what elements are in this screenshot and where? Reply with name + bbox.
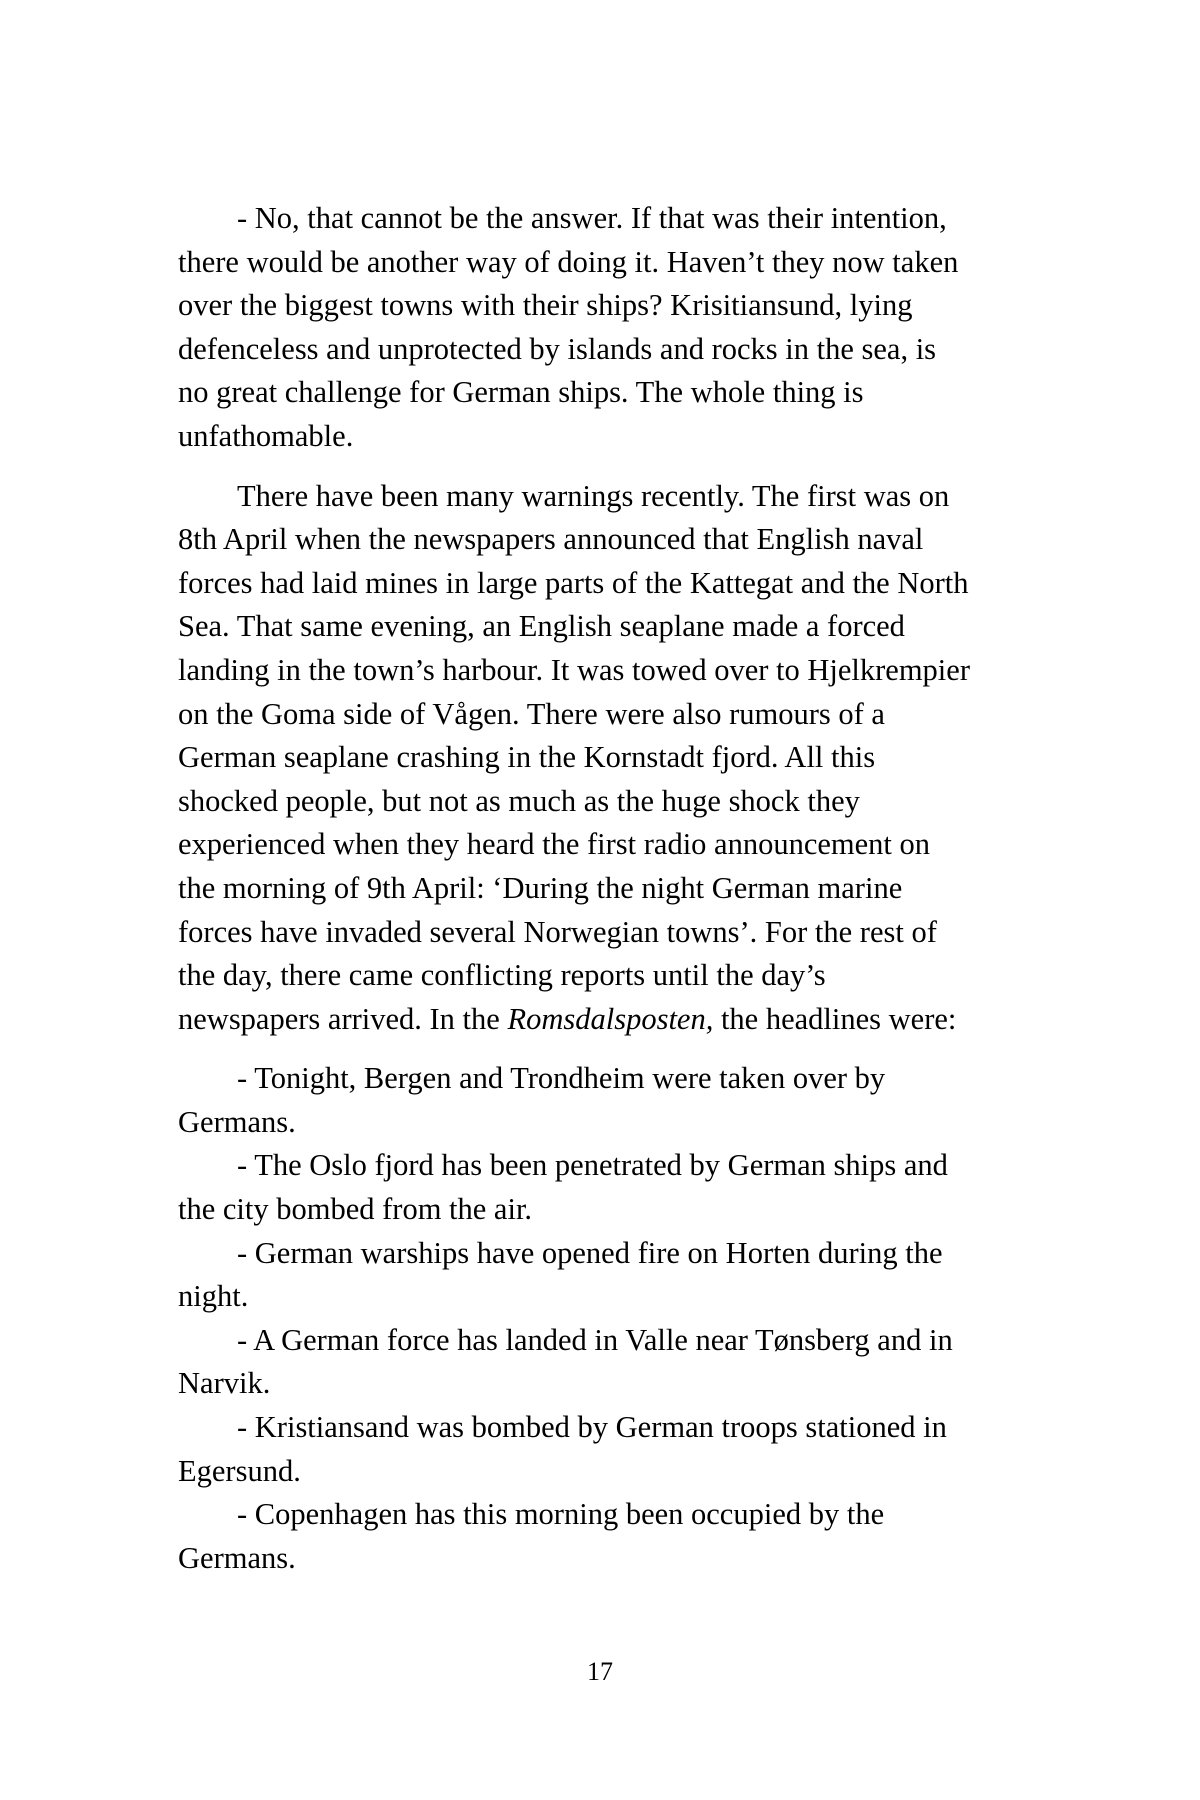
- headlines-list: [178, 1057, 1058, 1580]
- newspaper-title: Romsdalsposten,: [507, 1001, 714, 1036]
- paragraph-2: [178, 475, 1058, 1042]
- headline-item: - Tonight, Bergen and Trondheim were taken over by Germans.: [178, 1061, 886, 1139]
- headline-item: - A German force has landed in Valle near Tønsberg and in Narvik.: [178, 1322, 953, 1401]
- page-body: [178, 197, 1058, 1580]
- page-number: 17: [587, 1657, 613, 1686]
- headline-item: - The Oslo fjord has been penetrated by German ships and the city bombed from the air.: [178, 1148, 948, 1227]
- paragraph-2-text-before: There have been many warnings recently. The first was on 8th April when the newspapers announced that English naval forces had laid mines in large parts of the Kattegat and the North Sea. That same evening, an English seaplane made a forced landing in the town’s harbour. It was towed over to Hjelkrempier on the Goma side of Vågen. There were also rumours of a German seaplane crashing in the Kornstadt fjord. All this shocked people, but not as much as the huge shock they experienced when they heard the first radio announcement on the morning of 9th April: ‘During the night German marine forces have invaded several Norwegian towns’. For the rest of the day, there came conflicting reports until the day’s newspapers arrived. In the: [178, 478, 970, 1036]
- paragraph-2-text-after: the headlines were:: [713, 1001, 957, 1036]
- headline-item: - German warships have opened fire on Horten during the night.: [178, 1235, 943, 1314]
- headline-item: - Copenhagen has this morning been occupied by the Germans.: [178, 1497, 885, 1575]
- paragraph-1: - No, that cannot be the answer. If that was their intention, there would be another way of doing it. Haven’t they now taken over the biggest towns with their ships? Krisitiansund, lying defenceless and unprotected by islands and rocks in the sea, is no great challenge for German ships. The whole thing is unfathomable.: [178, 201, 959, 453]
- headline-item: - Kristiansand was bombed by German troops stationed in Egersund.: [178, 1410, 947, 1488]
